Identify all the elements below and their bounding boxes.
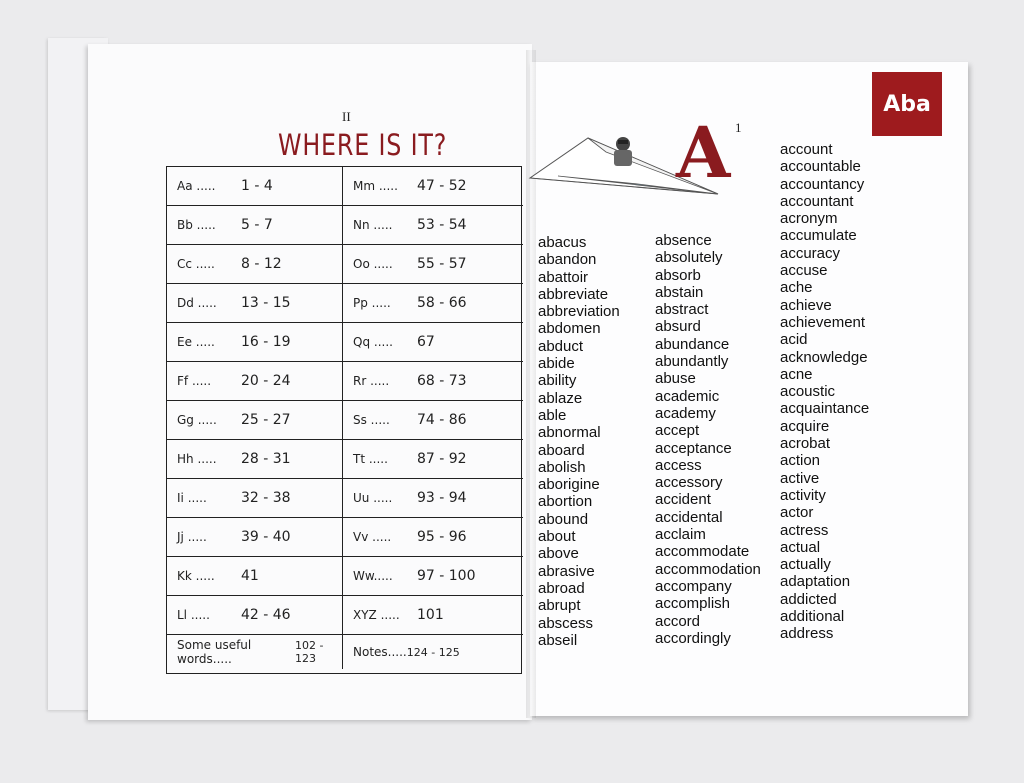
word-entry: actress: [780, 521, 829, 539]
index-letters: XYZ .....: [353, 608, 400, 622]
index-letters: Cc .....: [177, 257, 215, 271]
word-entry: abrupt: [538, 597, 581, 615]
word-entry: address: [780, 625, 834, 643]
index-pages: 97 - 100: [417, 568, 476, 584]
index-pages: 101: [417, 607, 444, 623]
index-letters: Hh .....: [177, 452, 217, 466]
word-entry: access: [655, 456, 702, 474]
word-entry: active: [780, 469, 820, 487]
word-entry: abduct: [538, 337, 584, 355]
word-entry: accuse: [780, 262, 828, 280]
index-letters: Ee .....: [177, 335, 215, 349]
word-entry: actual: [780, 538, 821, 556]
index-pages: 42 - 46: [241, 607, 291, 623]
word-entry: accordingly: [655, 629, 731, 647]
index-cell: [167, 362, 343, 401]
word-entry: abnormal: [538, 424, 601, 442]
index-pages: 93 - 94: [417, 490, 467, 506]
index-cell: [167, 245, 343, 284]
index-cell: [167, 440, 343, 479]
word-entry: abolish: [538, 458, 586, 476]
index-cell: [167, 635, 343, 669]
index-letters: Aa .....: [177, 179, 216, 193]
index-pages: 68 - 73: [417, 373, 467, 389]
index-pages: 53 - 54: [417, 217, 467, 233]
right-page-number: 1: [735, 120, 742, 135]
left-page-number: II: [342, 109, 351, 124]
index-cell: [343, 596, 523, 635]
word-entry: accident: [655, 491, 711, 509]
index-cell: [343, 401, 523, 440]
word-entry: aborigine: [538, 476, 600, 494]
index-cell: [167, 323, 343, 362]
index-letters: Gg .....: [177, 413, 217, 427]
index-cell: [167, 401, 343, 440]
index-letters: Qq .....: [353, 335, 393, 349]
word-entry: accept: [655, 422, 700, 440]
word-entry: accuracy: [780, 244, 841, 262]
word-entry: about: [538, 528, 576, 546]
word-entry: activity: [780, 486, 826, 504]
index-cell: [343, 518, 523, 557]
word-entry: accidental: [655, 508, 723, 526]
word-entry: achievement: [780, 313, 866, 331]
word-entry: absorb: [655, 266, 701, 284]
index-cell: [343, 167, 523, 206]
word-entry: aboard: [538, 441, 585, 459]
word-entry: acquaintance: [780, 400, 870, 418]
word-entry: accommodate: [655, 543, 750, 561]
word-entry: absolutely: [655, 249, 723, 267]
index-letters: Uu .....: [353, 491, 393, 505]
index-pages: 1 - 4: [241, 178, 273, 194]
index-pages: 32 - 38: [241, 490, 291, 506]
word-entry: acoustic: [780, 383, 836, 401]
word-entry: abacus: [538, 234, 587, 251]
word-entry: abstract: [655, 301, 709, 319]
index-cell: [167, 518, 343, 557]
index-pages: 55 - 57: [417, 256, 467, 272]
index-letters: Mm .....: [353, 179, 398, 193]
word-entry: abundance: [655, 335, 730, 353]
index-pages: 58 - 66: [417, 295, 467, 311]
word-entry: academy: [655, 404, 716, 422]
index-letters: Notes.....: [353, 645, 407, 659]
index-letters: Rr .....: [353, 374, 390, 388]
index-table: [166, 166, 522, 674]
index-letters: Kk .....: [177, 569, 215, 583]
word-entry: abundantly: [655, 353, 729, 371]
word-entry: abseil: [538, 631, 578, 649]
word-entry: accountable: [780, 158, 861, 176]
word-entry: acne: [780, 365, 813, 383]
index-cell: [343, 245, 523, 284]
word-entry: acknowledge: [780, 348, 868, 366]
word-entry: achieve: [780, 296, 832, 314]
index-letters: Bb .....: [177, 218, 216, 232]
index-letters: Ss .....: [353, 413, 390, 427]
word-column-1: [538, 234, 620, 649]
word-entry: abandon: [538, 251, 597, 269]
word-entry: acid: [780, 331, 808, 349]
index-pages: 16 - 19: [241, 334, 291, 350]
word-entry: accommodation: [655, 560, 761, 578]
guide-word-tab: Aba: [872, 72, 942, 136]
word-entry: ache: [780, 279, 813, 297]
word-entry: acceptance: [655, 439, 732, 457]
index-cell: [167, 206, 343, 245]
index-cell: [343, 557, 523, 596]
word-entry: abbreviation: [538, 303, 620, 321]
index-cell: [343, 362, 523, 401]
index-cell: [167, 284, 343, 323]
word-entry: adaptation: [780, 573, 851, 591]
index-letters: Nn .....: [353, 218, 393, 232]
index-cell: [167, 479, 343, 518]
word-entry: above: [538, 545, 579, 563]
word-entry: accompany: [655, 577, 732, 595]
index-letters: Some useful words.....: [177, 638, 252, 666]
index-letters: Dd .....: [177, 296, 217, 310]
word-entry: abound: [538, 510, 589, 528]
word-entry: able: [538, 406, 567, 424]
index-pages: 39 - 40: [241, 529, 291, 545]
word-entry: abuse: [655, 370, 696, 388]
index-letters: Vv .....: [353, 530, 392, 544]
index-pages: 5 - 7: [241, 217, 273, 233]
word-entry: account: [780, 141, 833, 158]
word-entry: ability: [538, 372, 577, 390]
index-pages: 28 - 31: [241, 451, 291, 467]
word-entry: accumulate: [780, 227, 857, 245]
word-entry: absence: [655, 232, 712, 249]
index-letters: Ii .....: [177, 491, 207, 505]
index-letters: Ff .....: [177, 374, 212, 388]
index-pages: 25 - 27: [241, 412, 291, 428]
word-entry: abdomen: [538, 320, 601, 338]
index-title: WHERE IS IT?: [278, 128, 448, 162]
index-pages: 95 - 96: [417, 529, 467, 545]
index-pages: 87 - 92: [417, 451, 467, 467]
word-entry: accord: [655, 612, 701, 630]
word-entry: abbreviate: [538, 285, 609, 303]
word-entry: acquire: [780, 417, 830, 435]
word-entry: acronym: [780, 210, 838, 228]
word-entry: accessory: [655, 474, 723, 492]
index-pages: 47 - 52: [417, 178, 467, 194]
word-entry: additional: [780, 608, 845, 626]
index-letters: Jj .....: [177, 530, 207, 544]
word-entry: accomplish: [655, 595, 731, 613]
word-entry: acclaim: [655, 526, 706, 544]
index-pages: 67: [417, 334, 435, 350]
index-letters: Oo .....: [353, 257, 393, 271]
word-entry: actor: [780, 504, 814, 522]
index-pages: 8 - 12: [241, 256, 282, 272]
index-letters: Ll .....: [177, 608, 210, 622]
index-cell: [167, 557, 343, 596]
index-pages: 74 - 86: [417, 412, 467, 428]
word-entry: abortion: [538, 493, 593, 511]
index-letters: Pp .....: [353, 296, 391, 310]
index-pages: 41: [241, 568, 259, 584]
word-entry: accountancy: [780, 175, 865, 193]
word-entry: acrobat: [780, 435, 831, 453]
word-entry: abide: [538, 355, 575, 373]
index-cell: [343, 479, 523, 518]
word-entry: abroad: [538, 579, 585, 597]
word-entry: accountant: [780, 192, 854, 210]
word-column-3: [780, 141, 869, 643]
word-entry: addicted: [780, 590, 837, 608]
index-cell: [343, 206, 523, 245]
index-cell: [167, 596, 343, 635]
word-entry: ablaze: [538, 389, 583, 407]
index-cell: [343, 323, 523, 362]
word-entry: absurd: [655, 318, 701, 336]
word-entry: abstain: [655, 283, 704, 301]
word-column-2: [655, 232, 761, 647]
index-cell: [343, 284, 523, 323]
index-cell: [167, 167, 343, 206]
index-pages: 124 - 125: [406, 645, 460, 659]
index-cell: [343, 635, 523, 669]
index-pages: 20 - 24: [241, 373, 291, 389]
word-entry: abattoir: [538, 268, 589, 286]
word-entry: actually: [780, 556, 831, 574]
index-cell: [343, 440, 523, 479]
word-entry: action: [780, 452, 821, 470]
index-pages: 102 - 123: [294, 639, 324, 665]
word-entry: academic: [655, 387, 720, 405]
index-letters: Tt .....: [353, 452, 388, 466]
section-letter: A: [676, 111, 731, 194]
word-entry: abscess: [538, 614, 594, 632]
index-pages: 13 - 15: [241, 295, 291, 311]
word-entry: abrasive: [538, 562, 595, 580]
index-letters: Ww.....: [353, 569, 393, 583]
